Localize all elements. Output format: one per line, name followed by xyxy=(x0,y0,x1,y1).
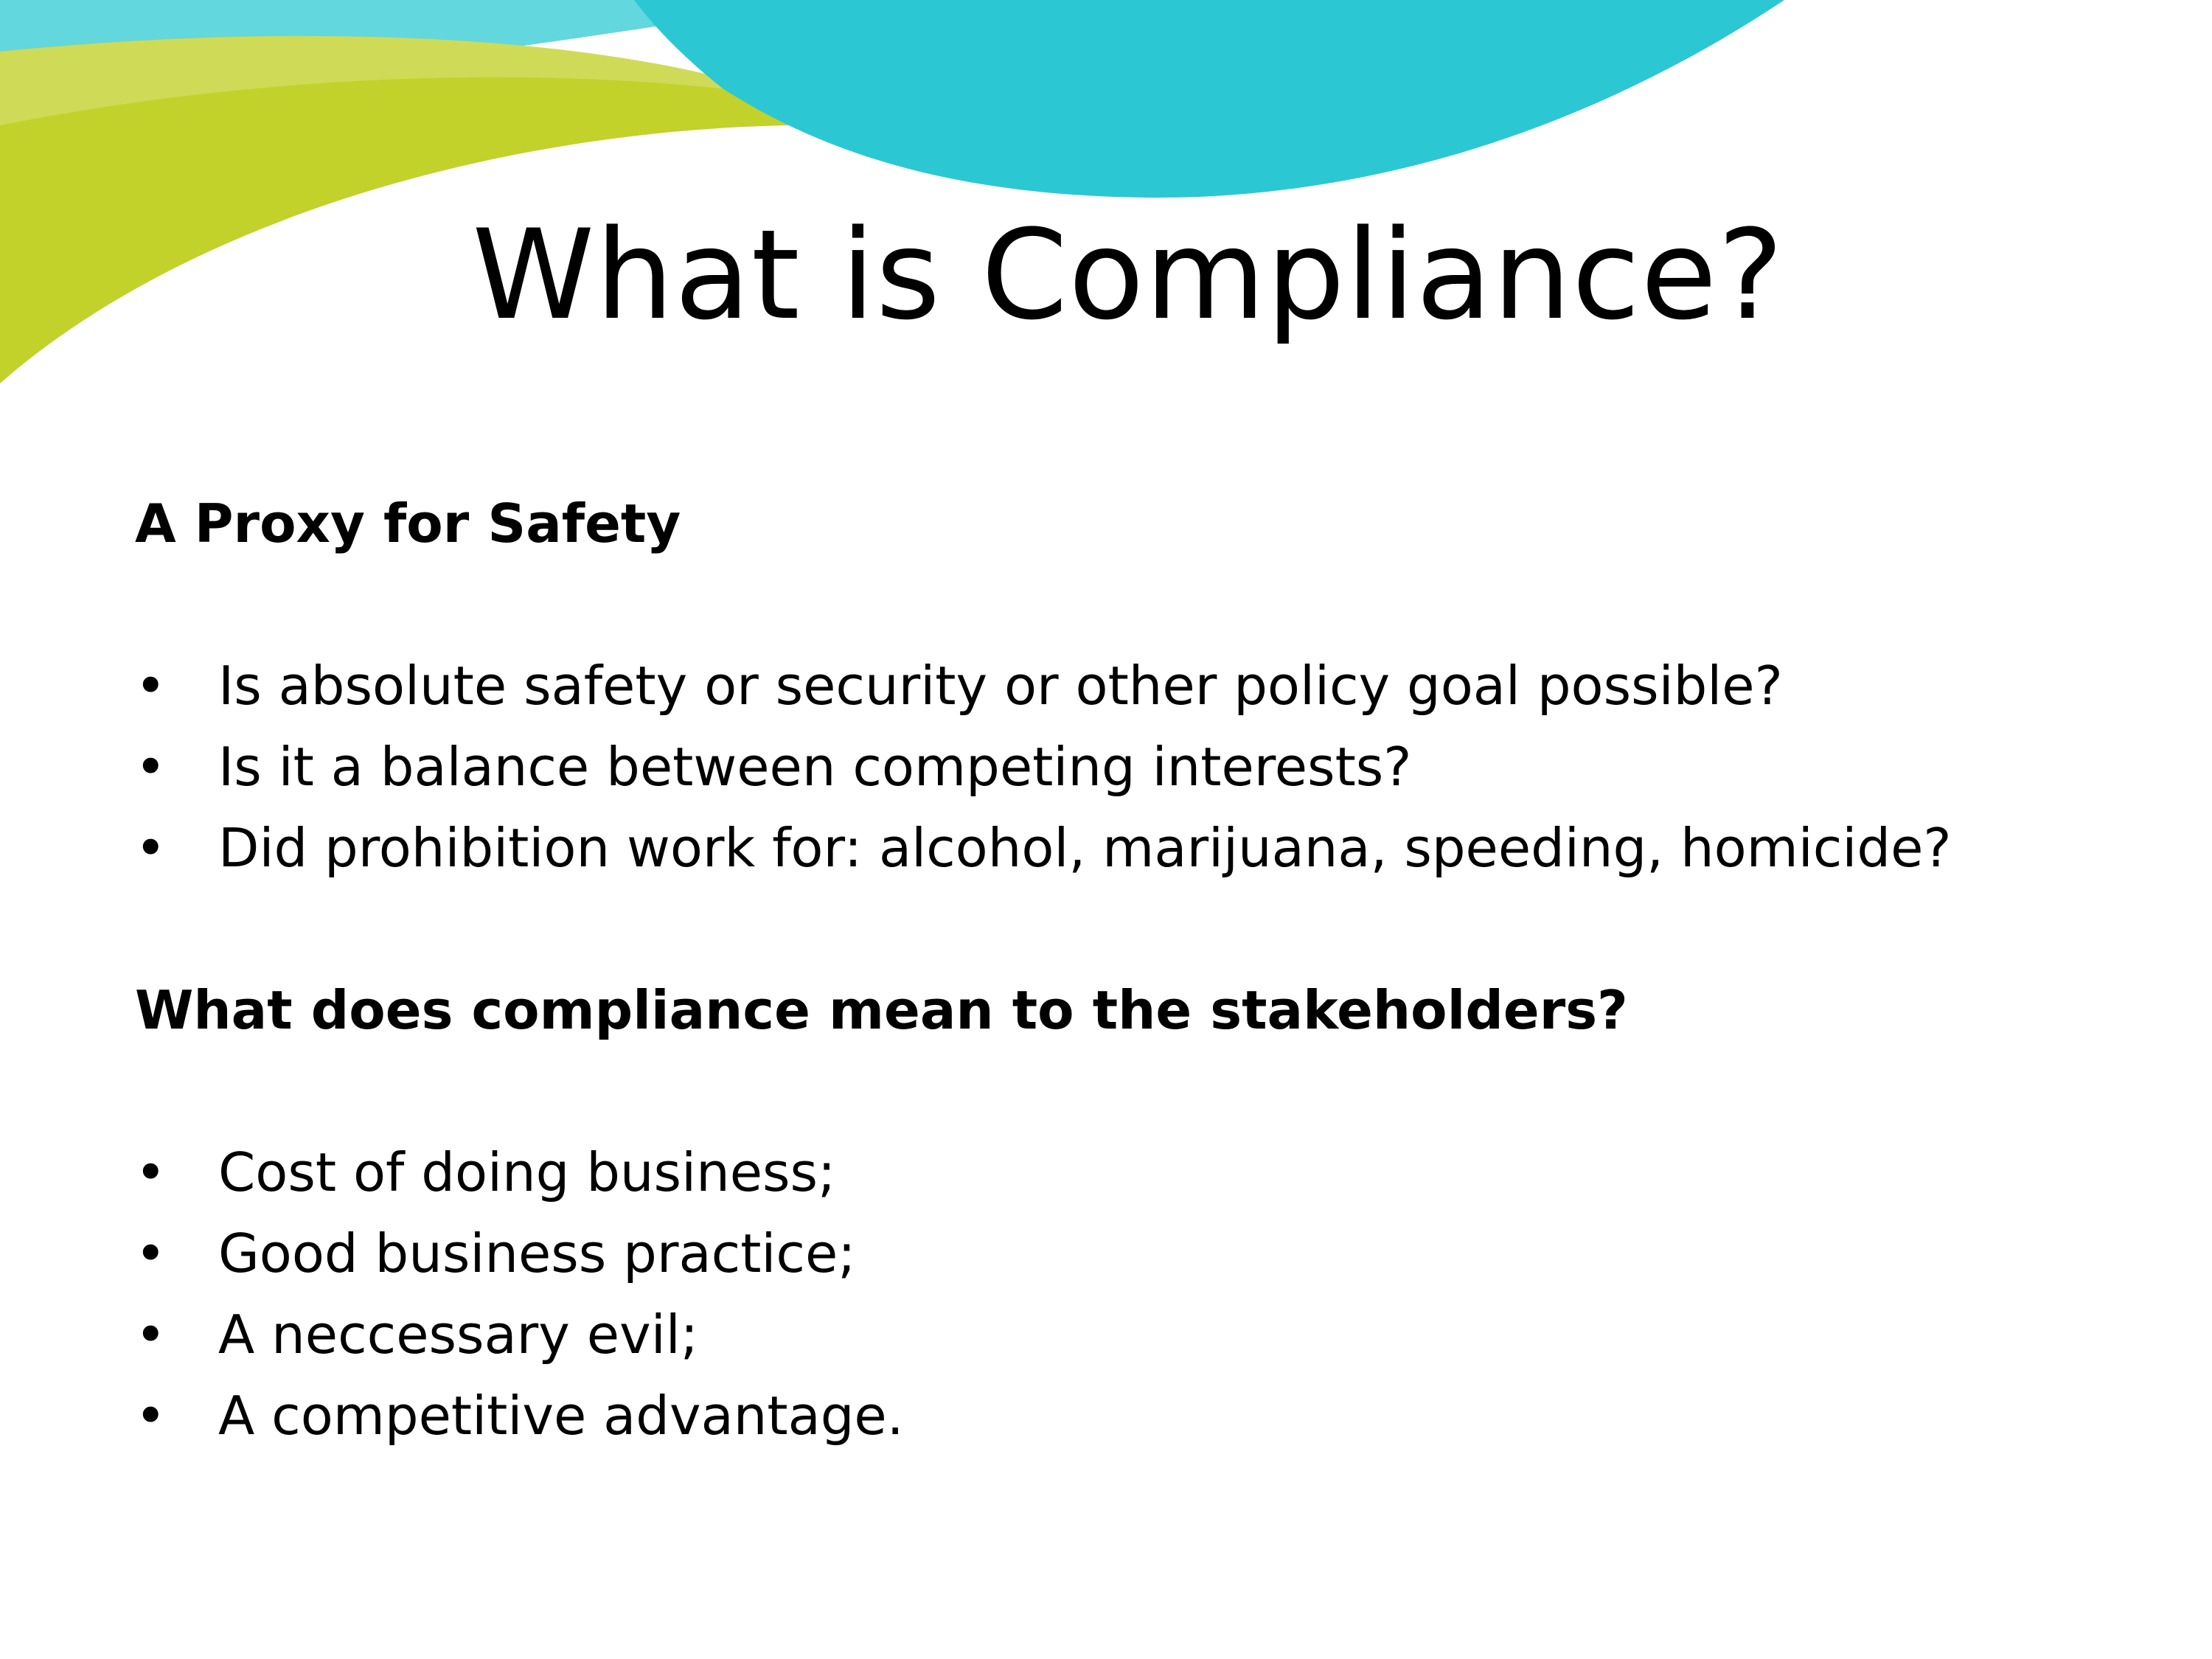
list-item-text: A neccessary evil; xyxy=(218,1304,698,1366)
list-item xyxy=(135,1132,2126,1213)
list-item-text: Is it a balance between competing interests? xyxy=(218,736,1412,798)
list-item xyxy=(135,726,2126,807)
list-item xyxy=(135,807,2126,888)
slide-title xyxy=(0,203,2212,347)
bullet-icon: • xyxy=(135,1141,167,1203)
spacer xyxy=(135,1051,2126,1132)
list-item xyxy=(135,1294,2126,1375)
list-item-text: Good business practice; xyxy=(218,1222,856,1284)
bullet-list-stakeholders xyxy=(135,1132,2126,1456)
wave-teal xyxy=(634,0,1784,198)
section-heading-proxy-for-safety: A Proxy for Safety xyxy=(135,493,681,554)
slide-content xyxy=(135,483,2126,1456)
bullet-list-safety xyxy=(135,645,2126,888)
slide-title-text: What is Compliance? xyxy=(472,203,1784,347)
bullet-icon: • xyxy=(135,655,167,717)
bullet-icon: • xyxy=(135,736,167,798)
list-item xyxy=(135,1213,2126,1294)
spacer xyxy=(135,564,2126,645)
bullet-icon: • xyxy=(135,1304,167,1366)
section-heading-stakeholders: What does compliance mean to the stakeholders? xyxy=(135,979,1628,1041)
list-item xyxy=(135,1375,2126,1456)
bullet-icon: • xyxy=(135,1385,167,1447)
list-item-text: Is absolute safety or security or other policy goal possible? xyxy=(218,655,1783,717)
list-item-text: A competitive advantage. xyxy=(218,1385,904,1447)
list-item-text: Did prohibition work for: alcohol, marijuana, speeding, homicide? xyxy=(218,817,1952,879)
list-item-text: Cost of doing business; xyxy=(218,1141,836,1203)
list-item xyxy=(135,645,2126,726)
spacer xyxy=(135,888,2126,970)
bullet-icon: • xyxy=(135,817,167,879)
bullet-icon: • xyxy=(135,1222,167,1284)
